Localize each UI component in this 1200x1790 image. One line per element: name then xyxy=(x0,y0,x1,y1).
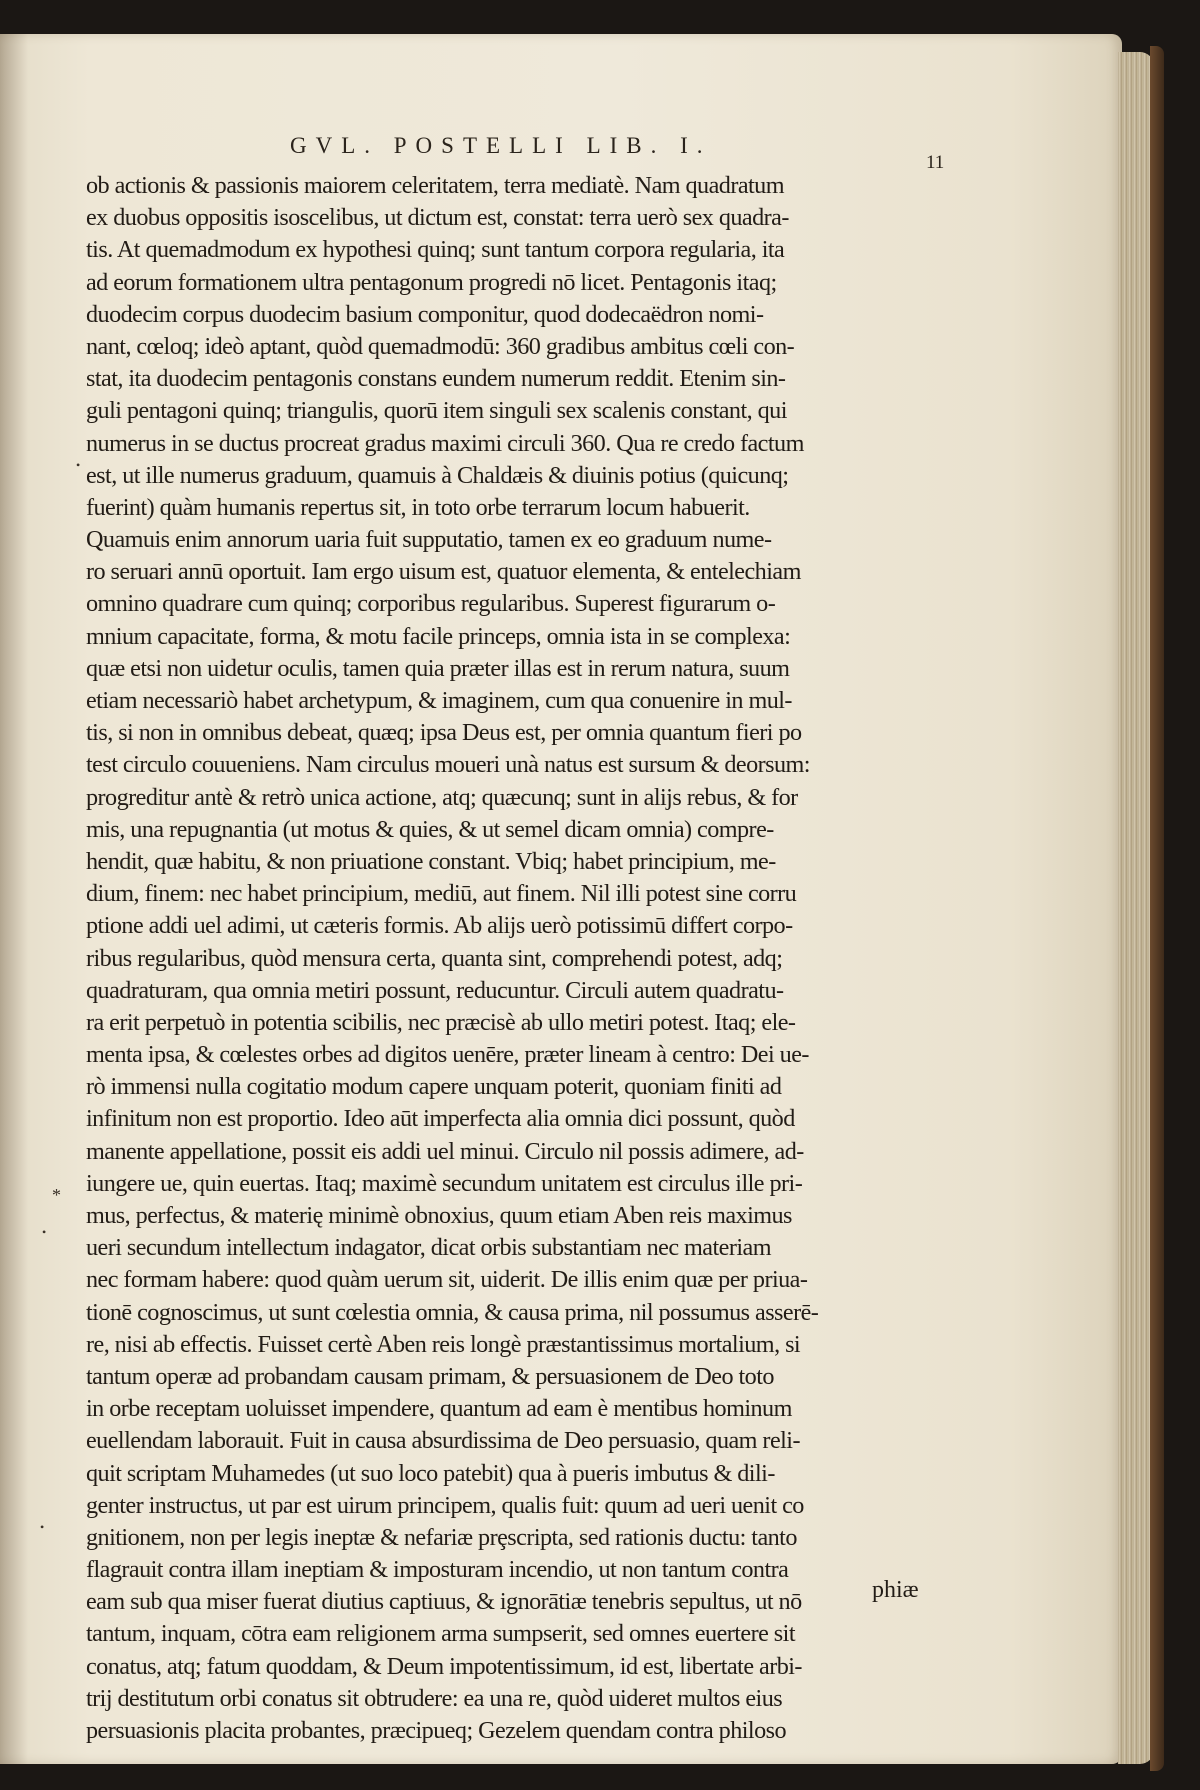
running-title: GVL. POSTELLI LIB. I. xyxy=(290,133,712,158)
text-line: ueri secundum intellectum indagator, dicat orbis substantiam nec materiam xyxy=(86,1234,771,1262)
text-line: nant, cœloq; ideò aptant, quòd quemadmodū: 360 gradibus ambitus cœli con- xyxy=(86,332,795,360)
text-line: quit scriptam Muhamedes (ut suo loco patebit) qua à pueris imbutus & dili- xyxy=(86,1459,775,1487)
margin-asterisk-mark: * xyxy=(52,1185,61,1205)
text-line: stat, ita duodecim pentagonis constans eundem numerum reddit. Etenim sin- xyxy=(86,365,786,393)
text-line: eam sub qua miser fuerat diutius captiuus, & ignorātiæ tenebris sepultus, ut nō xyxy=(86,1588,802,1616)
text-line: etiam necessariò habet archetypum, & imaginem, cum qua conuenire in mul- xyxy=(86,687,792,714)
margin-dot-mark: • xyxy=(42,1225,47,1239)
text-line: menta ipsa, & cœlestes orbes ad digitos uenēre, præter lineam à centro: Dei ue- xyxy=(86,1041,809,1069)
text-line: fuerint) quàm humanis repertus sit, in toto orbe terrarum locum habuerit. xyxy=(86,493,750,521)
text-line: duodecim corpus duodecim basium componitur, quod dodecaëdron nomi- xyxy=(86,300,764,328)
text-line: quæ etsi non uidetur oculis, tamen quia præter illas est in rerum natura, suum xyxy=(86,654,790,682)
folio-number: 11 xyxy=(926,152,945,173)
text-line: persuasionis placita probantes, præcipueq; Gezelem quendam contra philoso xyxy=(86,1717,787,1744)
text-line: ro seruari annū oportuit. Iam ergo uisum est, quatuor elementa, & entelechiam xyxy=(86,558,801,586)
text-line: mus, perfectus, & materię minimè obnoxius, quum etiam Aben reis maximus xyxy=(86,1202,792,1229)
text-line: ex duobus oppositis isoscelibus, ut dictum est, constat: terra uerò sex quadra- xyxy=(86,204,789,232)
text-line: gnitionem, non per legis ineptæ & nefariæ prȩscripta, sed rationis ductu: tanto xyxy=(86,1523,797,1551)
book-cover-edge xyxy=(1150,46,1164,1771)
text-line: mis, una repugnantia (ut motus & quies, & ut semel dicam omnia) compre- xyxy=(86,815,774,843)
text-line: manente appellatione, possit eis addi uel minui. Circulo nil possis adimere, ad- xyxy=(86,1137,804,1165)
text-line: guli pentagoni quinq; triangulis, quorū item singuli sex scalenis constant, qui xyxy=(86,397,787,425)
text-line: dium, finem: nec habet principium, mediū, aut finem. Nil illi potest sine corru xyxy=(86,880,797,908)
text-line: in orbe receptam uoluisset impendere, quantum ad eam è mentibus hominum xyxy=(86,1395,792,1423)
text-line: nec formam habere: quod quàm uerum sit, uiderit. De illis enim quæ per priua- xyxy=(86,1266,808,1294)
text-line: tis, si non in omnibus debeat, quæq; ipsa Deus est, per omnia quantum fieri po xyxy=(86,719,802,747)
text-line: tantum, inquam, cōtra eam religionem arma sumpserit, sed omnes euertere sit xyxy=(86,1620,796,1648)
text-line: est, ut ille numerus graduum, quamuis à Chaldæis & diuinis potius (quicunq; xyxy=(86,461,789,489)
text-line: numerus in se ductus procreat gradus maximi circuli 360. Qua re credo factum xyxy=(86,429,804,457)
text-line: flagrauit contra illam ineptiam & imposturam incendio, ut non tantum contra xyxy=(86,1556,789,1584)
text-line: re, nisi ab effectis. Fuisset certè Aben reis longè præstantissimus mortalium, si xyxy=(86,1330,801,1358)
text-line: ribus regularibus, quòd mensura certa, quanta sint, comprehendi potest, adq; xyxy=(86,944,783,972)
text-line: genter instructus, ut par est uirum principem, qualis fuit: quum ad ueri uenit co xyxy=(86,1491,804,1519)
text-line: euellendam laborauit. Fuit in causa absurdissima de Deo persuasio, quam reli- xyxy=(86,1427,800,1455)
text-line: infinitum non est proportio. Ideo aūt imperfecta alia omnia dici possunt, quòd xyxy=(86,1105,795,1133)
text-line: conatus, atq; fatum quoddam, & Deum impotentissimum, id est, libertate arbi- xyxy=(86,1652,802,1680)
text-line: ra erit perpetuò in potentia scibilis, nec præcisè ab ullo metiri potest. Itaq; ele- xyxy=(86,1008,796,1036)
text-line: iungere ue, quin euertas. Itaq; maximè secundum unitatem est circulus ille pri- xyxy=(86,1169,803,1197)
catchword: phiæ xyxy=(872,1577,919,1603)
page-fore-edge xyxy=(1118,52,1154,1764)
text-line: tantum operæ ad probandam causam primam, & persuasionem de Deo toto xyxy=(86,1362,774,1390)
text-line: quadraturam, qua omnia metiri possunt, reducuntur. Circuli autem quadratu- xyxy=(86,976,784,1004)
text-line: omnino quadrare cum quinq; corporibus regularibus. Superest figurarum o- xyxy=(86,590,776,618)
text-line: rò immensi nulla cogitatio modum capere unquam poterit, quoniam finiti ad xyxy=(86,1073,782,1101)
text-line: tis. At quemadmodum ex hypothesi quinq; sunt tantum corpora regularia, ita xyxy=(86,236,785,264)
text-line: trij destitutum orbi conatus sit obtrudere: ea una re, quòd uideret multos eius xyxy=(86,1684,783,1712)
text-line: mnium capacitate, forma, & motu facile princeps, omnia ista in se complexa: xyxy=(86,622,791,650)
text-line: ad eorum formationem ultra pentagonum progredi nō licet. Pentagonis itaq; xyxy=(86,268,777,296)
text-line: tionē cognoscimus, ut sunt cœlestia omnia, & causa prima, nil possumus asserē- xyxy=(86,1298,819,1326)
text-line: test circulo couueniens. Nam circulus moueri unà natus est sursum & deorsum: xyxy=(86,751,810,779)
margin-dot-mark: • xyxy=(76,458,81,472)
text-line: ptione addi uel adimi, ut cæteris formis. Ab alijs uerò potissimū differt corpo- xyxy=(86,912,793,940)
margin-dot-mark: • xyxy=(40,1520,45,1534)
text-line: Quamuis enim annorum uaria fuit supputatio, tamen ex eo graduum nume- xyxy=(86,526,772,554)
gutter-shadow xyxy=(0,34,28,1764)
text-line: progreditur antè & retrò unica actione, atq; quæcunq; sunt in alijs rebus, & for xyxy=(86,783,798,811)
text-line: ob actionis & passionis maiorem celeritatem, terra mediatè. Nam quadratum xyxy=(86,172,784,199)
body-text xyxy=(86,170,934,1747)
text-line: hendit, quæ habitu, & non priuatione constant. Vbiq; habet principium, me- xyxy=(86,847,776,875)
